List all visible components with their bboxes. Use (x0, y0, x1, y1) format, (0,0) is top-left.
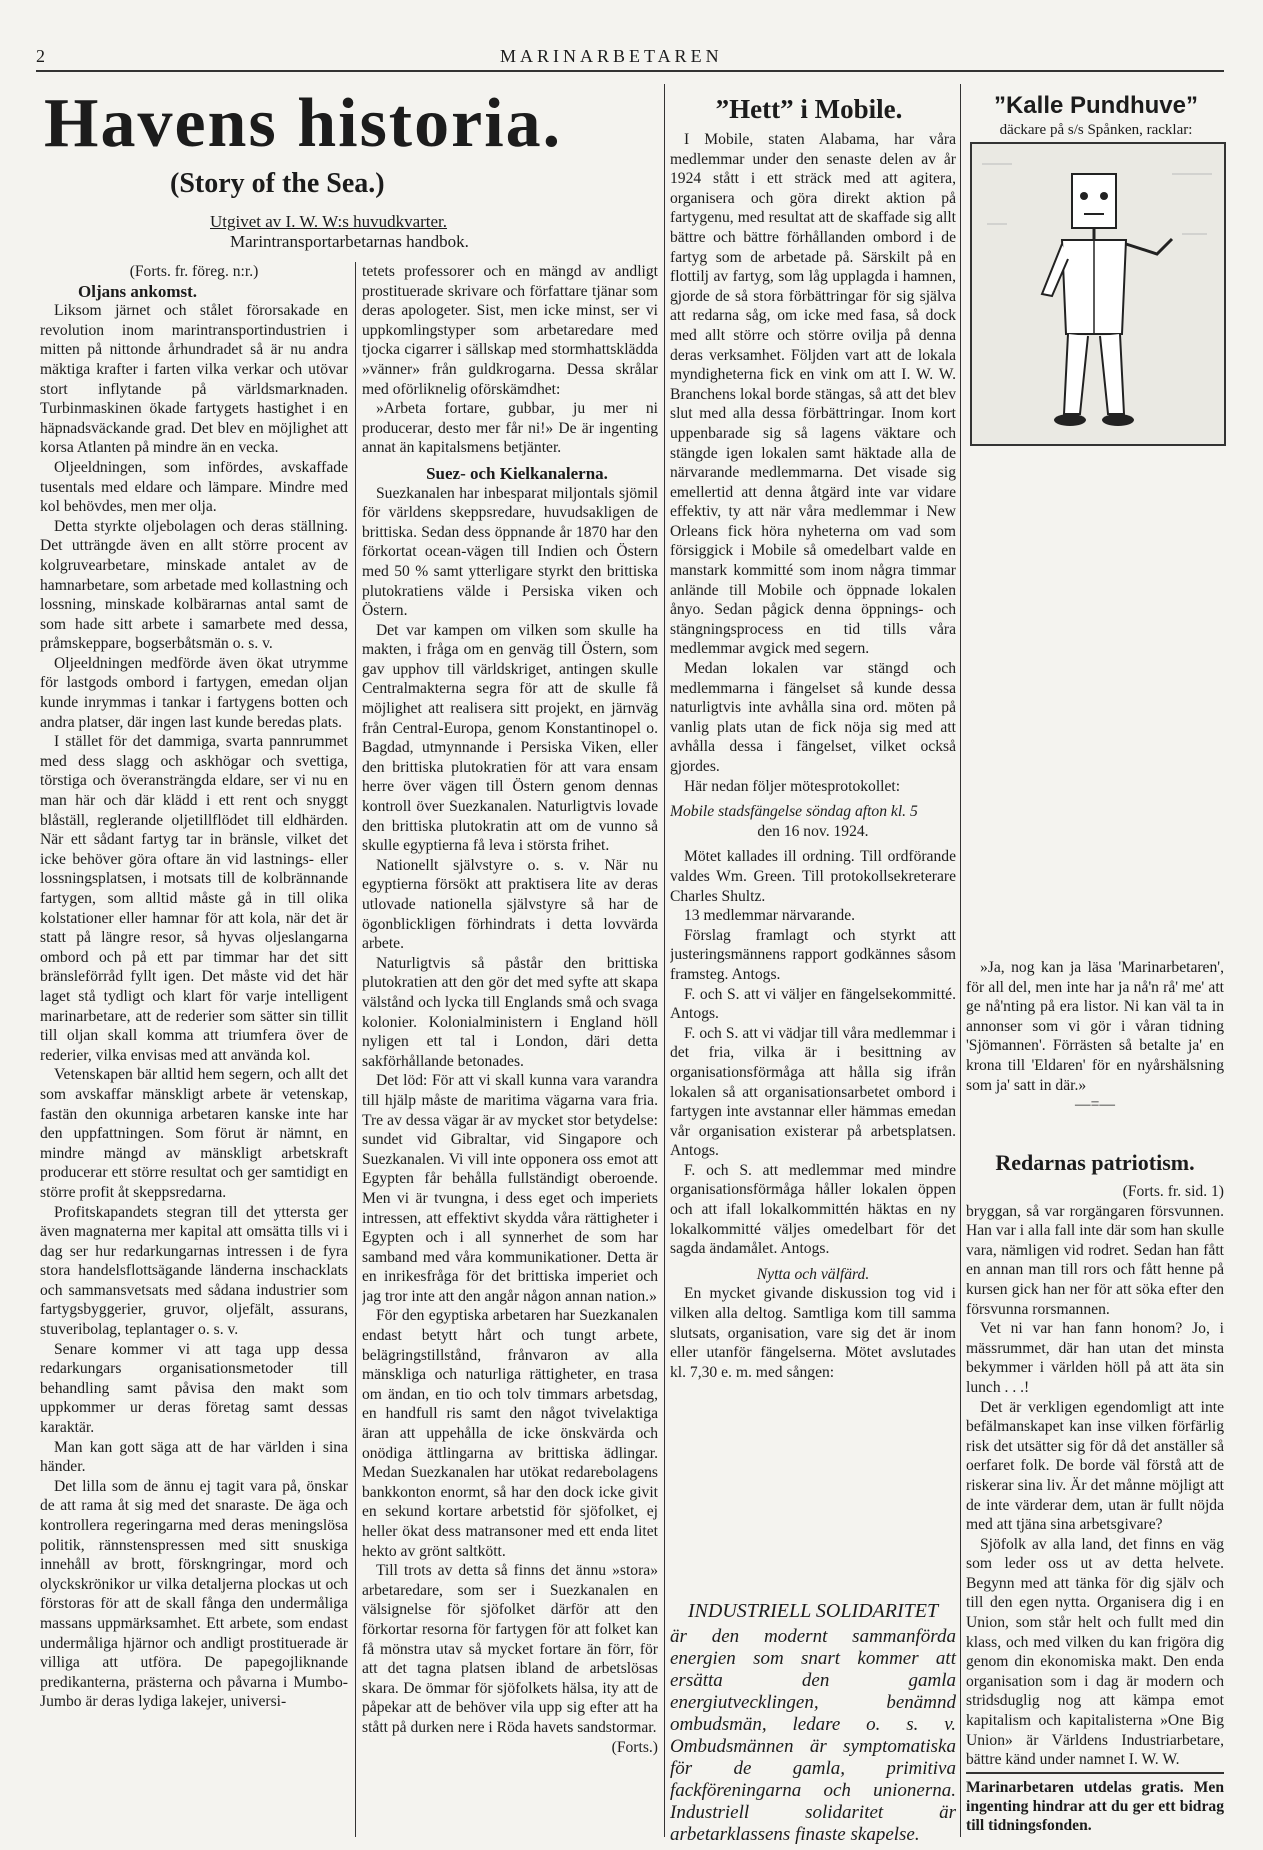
paragraph: Nationellt självstyre o. s. v. När nu egyptierna försökt att praktisera lite av deras utlovade nationella självstyre så har de ögonblickligen förhindrats i detta lovvärda arbete. (362, 856, 658, 953)
paragraph: F. och S. att vi vädjar till våra medlemmar i det fria, vilka är i besittning av organisationsförmåga att hålla sig ifrån lokalen så att organisationsarbetet ombord i fartygen inte avstannar eller hämmas emedan vår organisation existerar på arbetsplatsen. Antogs. (670, 1024, 956, 1160)
forts-end: (Forts.) (611, 1738, 658, 1756)
comic-panel (970, 142, 1226, 446)
paragraph: Senare kommer vi att taga upp dessa redarkungars organisationsmetoder till behandling samt påvisa den makt som uppkommer ur deras företag samt dessas karaktär. (40, 1340, 348, 1437)
paragraph: Det löd: För att vi skall kunna vara varandra till hjälp måste de maritima vägarna vara fria. Tre av dessa vägar är av mycket stor betydelse: sundet vid Gibraltar, vid Singapore och Suezkanalen. Vi vill inte opponera oss emot att Egypten får behålla fullständigt oberoende. Men vi är tvungna, i dess eget och imperiets intressen, att effektivt skydda våra rättigheter i Egypten och i all synnerhet de som har samband med våra kommunikationer. Detta är en inrikesfråga för det brittiska imperiet och jag tror inte att den angår någon annan nation.» (362, 1072, 658, 1305)
paragraph: Mötet kallades ill ordning. Till ordförande valdes Wm. Green. Till protokollsekreterare Charles Shultz. (670, 848, 956, 905)
nytta-head: Nytta och välfärd. (756, 1265, 870, 1283)
paragraph: bryggan, så var rorgängaren försvunnen. Han var i alla fall inte där som han skulle vara, nämligen vid rodret. Sedan han fått en annan man till rors och fått henne på kursen gick han ner för att söka efter den försvunna rorsmannen. (966, 1202, 1224, 1318)
comic-title: ”Kalle Pundhuve” (993, 92, 1199, 119)
section-oljans-ankomst: Oljans ankomst. (78, 281, 198, 301)
column-divider (355, 262, 356, 1837)
paragraph: Oljeeldningen, som infördes, avskaffade tusentals med eldare och lämpare. Mindre med kol behövdes, men mer olja. (40, 458, 348, 516)
separator: —=— (1075, 1096, 1115, 1114)
publisher-line: Utgivet av I. W. W:s huvudkvarter. (210, 212, 448, 231)
paragraph: Till trots av detta så finns det ännu »stora» arbetaredare, som ser i Suezkanalen en välsignelse för sjöfolket därför att den förkortar resorna för fartygen för att folket kan få mönstra utav så mycket fortare än förr, för att det tagna platsen ibland de arbetslösas skara. De ömmar för sjöfolkets hälsa, ity att de påpekar att de behöver vila upp sig efter att ha stått på durken nere i Röda havets sandstormar. (362, 1562, 658, 1736)
subtitle-story-of-the-sea: (Story of the Sea.) (170, 168, 385, 199)
comic-caption (966, 958, 1224, 1115)
section-suez-kielkanalerna: Suez- och Kielkanalerna. (426, 463, 608, 483)
paragraph: Medan lokalen var stängd och medlemmarna i fängelset så kunde dessa naturligtvis inte avhålla sina ord. möten på vanlig plats utan de fick nöja sig med att avhålla dessa i fängelset, vilket också gjordes. (670, 660, 956, 775)
article2-body (670, 130, 956, 1380)
column-divider (664, 84, 665, 1837)
protocol-date: den 16 nov. 1924. (757, 822, 869, 840)
paragraph: Vetenskapen bär alltid hem segern, och allt det som avskaffar mänskligt arbete är vetenskap, fastän den okunniga arbetaren kanske inte har den uppfattningen. Som förut är nämnt, en mindre mängd av mänskligt arbetskraft producerar ett större resultat och ger samtidigt en större profit åt skeppsredarna. (40, 1066, 348, 1201)
headline-havens-historia: Havens historia. (44, 85, 563, 162)
forts-note: (Forts. fr. föreg. n:r.) (129, 263, 259, 280)
paragraph: En mycket givande diskussion tog vid i vilken alla deltog. Samtliga kom till samma slutsats, organisation, vare sig det är inom eller utanför fängelserna. Mötet avslutades kl. 7,30 e. m. med sången: (670, 1285, 956, 1380)
column-divider (960, 84, 961, 1837)
article3-body (966, 1182, 1224, 1767)
paragraph: Förslag framlagt och styrkt att justeringsmännens rapport godkännes såsom framsteg. Antogs. (670, 926, 956, 983)
protocol-head: Mobile stadsfängelse söndag afton kl. 5 (670, 803, 918, 821)
paragraph: Man kan gott säga att de har världen i sina händer. (40, 1438, 348, 1476)
notice-title: INDUSTRIELL SOLIDARITET (687, 1600, 939, 1622)
kalle-pundhuve-cartoon (972, 144, 1224, 444)
paragraph: Oljeeldningen medförde även ökat utrymme för lastgods ombord i fartygen, emedan oljan kunde inrymmas i tankar i fartygens botten och andra platser, där ingen last kunde beredas plats. (40, 654, 348, 731)
article1-column2 (362, 262, 658, 1837)
caption-text: »Ja, nog kan ja läsa 'Marinarbetaren', för all del, men inte har ja nå'n rå' me' att ge nå'nting på era listor. Ni kan väl ta in annonser som vi gör i våran tidning 'Sjömannen'. Förrästen så betalte ja' en krona till 'Eldaren' för en nyårshälsning som ja' satt in där.» (966, 959, 1224, 1094)
paragraph: I stället för det dammiga, svarta pannrummet med dess slagg och askhögar och svettiga, törstiga och överansträngda eldare, ser vi nu en man här och där klädd i ett rent och snyggt blåställ, reglerande oljetillflödet till eldhärden. När ett sådant fartyg tar in bränsle, vilket det icke behöver göra oftare än vid lastnings- eller lossningsplatsen, i motsats till de kolbrännande fartygen, som alltid måste gå in till olika kolstationer eller hamnar för att kola, när det är statt på längre resor, så hyvas oljeslangarna ombord och på ett par timmar har det sitt bränsleförråd fyllt igen. Det måste vid det här laget stå tydligt och klart för varje intelligent marinarbetare, att de rederier som sätter sin tillit till oljan skall komma att triumfera över de rederier, vilka envisas med att använda kol. (40, 733, 348, 1064)
headline-redarnas-patriotism: Redarnas patriotism. (995, 1150, 1195, 1175)
header-rule (36, 70, 1224, 72)
paragraph: Här nedan följer mötesprotokollet: (684, 777, 901, 795)
article1-column1 (40, 262, 348, 1837)
paragraph: Liksom järnet och stålet förorsakade en revolution inom marintransportindustrien i mitten på nittonde århundradet så är nu andra mäktiga krafter i farten vilka verkar och utövar stort inflytande på världsmarknaden. Turbinmaskinen ökade fartygets hastighet i en häpnadsväckande grad. Det blev en möjlighet att korsa Atlanten på mindre än en vecka. (40, 302, 348, 457)
paragraph: Suezkanalen har inbesparat miljontals sjömil för världens skeppsredare, huvudsakligen de brittiska. Sedan dess öppnande år 1870 har den förkortat ocean-vägen till Indien och Östern med 50 % samt ytterligare styrkt den brittiska plutokratiens välde i Persiska viken och Östern. (362, 484, 658, 620)
paragraph: »Arbeta fortare, gubbar, ju mer ni producerar, desto mer får ni!» De är ingenting annat än kapitalsmens betjänter. (362, 400, 658, 457)
forts-note: (Forts. fr. sid. 1) (1122, 1183, 1224, 1200)
paragraph: Naturligtvis så påstår den brittiska plutokratien att den gör det med syfte att skapa välstånd och lycka till Englands små och svaga kolonier. Kolonialministern i England höll nyligen ett tal i London, däri detta sakförhållande betonades. (362, 954, 658, 1070)
paragraph: Profitskapandets stegran till det yttersta ger även magnaterna mer kapital att omsätta tills vi i dag ser hur redarkungarnas intressen i de fyra stora handelsflottsägande länderna inschacklats och sammansvetsats med sådana industrier som fartygsbyggerier, gruvor, oljefält, assurans, stuveribolag, teplantager o. s. v. (40, 1203, 348, 1339)
paragraph: Vet ni var han fann honom? Jo, i mässrummet, där han utan det minsta bekymmer i världen höll på att äta sin lunch . . .! (966, 1320, 1224, 1396)
paragraph: Det lilla som de ännu ej tagit vara på, önskar de att rama åt sig med det snaraste. De äga och kontrollera regeringarna med deras meningslösa politik, rännstenspressen med sitt snuskiga innehåll av brott, förskngringar, mord och olyckskrönikor ur vilka detaljerna plockas ut och förstoras för att de skall fånga den undermåliga massans uppmärksamhet. Ett arbete, som endast undermåliga hjärnor och andligt prostituerade är villiga att utföra. De papegojliknande predikanterna, prästerna och påvarna i Mumbo-Jumbo är deras lydiga lakejer, universi- (40, 1477, 348, 1711)
comic-subtitle: däckare på s/s Spånken, racklar: (999, 122, 1193, 138)
footer-rule (966, 1772, 1224, 1774)
paragraph: tetets professorer och en mängd av andligt prostituerade skrivare och författare tjänar som deras apologeter. Sist, men icke minst, ser vi uppkomlingstyper som arbetaredare med tjocka cigarrer i sällskap med stormhattsklädda »vänner» från guldkrogarna. Dessa skrålar med oförliknelig oförskämdhet: (362, 263, 658, 398)
paragraph: F. och S. att vi väljer en fängelsekommitté. Antogs. (670, 985, 956, 1023)
handbook-line: Marintransportarbetarnas handbok. (230, 232, 469, 251)
paragraph: Detta styrkte oljebolagen och deras ställning. Det utträngde även en allt större procent av kolgruvearbetare, minskade antalet av de hamnarbetare, som arbetade med kollastning och lossning, minskade kolbärarnas antal samt de som hade sitt arbete i samarbete med dessa, pråmskeppare, bogserbåtsmän o. s. v. (40, 517, 348, 653)
masthead-title: MARINARBETAREN (500, 46, 723, 66)
paragraph: Sjöfolk av alla land, det finns en väg som leder oss ut av detta helvete. Begynn med att tänka för dig själv och till den egen nytta. Organisera dig i en Union, som står helt och fullt med din klass, och med vilken du kan frigöra dig genom din ekonomiska makt. Den enda organisation som i dag är modern och stridsduglig nog att kämpa emot kapitalism och kapitalisterna »One Big Union» är Världens Industriarbetare, bättre känd under namnet I. W. W. (966, 1535, 1224, 1767)
paragraph: F. och S. att medlemmar med mindre organisationsförmåga håller lokalen öppen och att ifall lokalkommittén häktas en ny lokalkommitté väljes omedelbart för det sagda ändamålet. Antogs. (670, 1161, 956, 1258)
page-number: 2 (36, 46, 45, 66)
paragraph: För den egyptiska arbetaren har Suezkanalen endast betytt hårt och tungt arbete, belägringstillstånd, frånvaron av alla mänskliga och naturliga rättigheter, en trasa om ändan, en tio och tolv timmars arbetsdag, en handfull ris samt den något tvivelaktiga äran att uppehålla de icke önskvärda och onödiga ättlingarna av brittiska ädlingar. Medan Suezkanalen har utökat redarebolagens bankkonton enormt, så har den dock icke givit en sekund kortare arbetstid för sjöfolket, ej heller ökat dess matransoner med ett enda litet hekto av grönt saltkött. (362, 1307, 658, 1560)
notice-body: är den modernt sammanförda energien som snart kommer att ersätta den gamla energiutvecklingen, benämnd ombudsmän, ledare o. s. v. Ombudsmännen är symptomatiska för de gamla, primitiva fackföreningarna och unionerna. Industriell solidaritet är arbetarklassens finaste skapelse. (670, 1626, 956, 1845)
paragraph: Det är verkligen egendomligt att inte befälmanskapet kan inse vilken förfärlig risk det utsätter sig för då det anställer så oerfaret folk. De borde väl förstå att de riskerar sina liv. Är det månne möjligt att de inte värderar dem, utan är fullt nöjda med att tjäna sina arbetsgivare? (966, 1398, 1224, 1534)
paragraph: 13 medlemmar närvarande. (684, 907, 856, 925)
footer-notice: Marinarbetaren utdelas gratis. Men ingenting hindrar att du ger ett bidrag till tidningsfonden. (966, 1779, 1224, 1834)
paragraph: I Mobile, staten Alabama, har våra medlemmar under den senaste delen av år 1924 stått i ett sträck med att agitera, organisera och göra direkt aktion på fartygenu, med resultat att de skaffade sig allt bättre och bättre förhållanden ombord i de fartyg som de arbetade på. Särskilt på en flottilj av fartyg, som låg upplagda i hamnen, gjorde de så stora förbättringar för sig själva att redarna såg, om icke med fasa, så dock med allt större och större ovilja på denna deras verksamhet. Följden vart att de lokala myndigheterna fick en vink om att I. W. W. Branchens lokal borde stängas, så att det blev slut med alla dessa förbättringar. Inom kort uppenbarade sig så lagens väktare och stängde igen lokalen samt häktade alla de närvarande medlemmarna. Det visade sig emellertid att denna åtgärd inte var vidare effektiv, ty att när våra medlemmar i New Orleans fick höra nyheterna om vad som försiggick i Mobile så omedelbart valde en manstark kommitté som inom några timmar anlände till Mobile och öppnade lokalen ånyo. Sedan pågick denna öppnings- och stängningsprocess en tid tills våra medlemmar avgick med segern. (670, 131, 956, 658)
paragraph: Det var kampen om vilken som skulle ha makten, i fråga om en genväg till Östern, som gav upphov till världskriget, antingen skulle Centralmakterna segra för att de skulle få möjlighet att realisera sitt projekt, en järnväg från Central-Europa, genom Konstantinopel o. Bagdad, utmynnande i Persiska Viken, eller den brittiska plutokratien för att vara ensam herre över vägen till Östern genom dennas kontroll över Suezkanalen. Naturligtvis lovade den brittiska plutokratin att om de vunno så skulle egyptierna få leva i största frihet. (362, 621, 658, 855)
headline-hett-i-mobile: ”Hett” i Mobile. (715, 94, 903, 124)
